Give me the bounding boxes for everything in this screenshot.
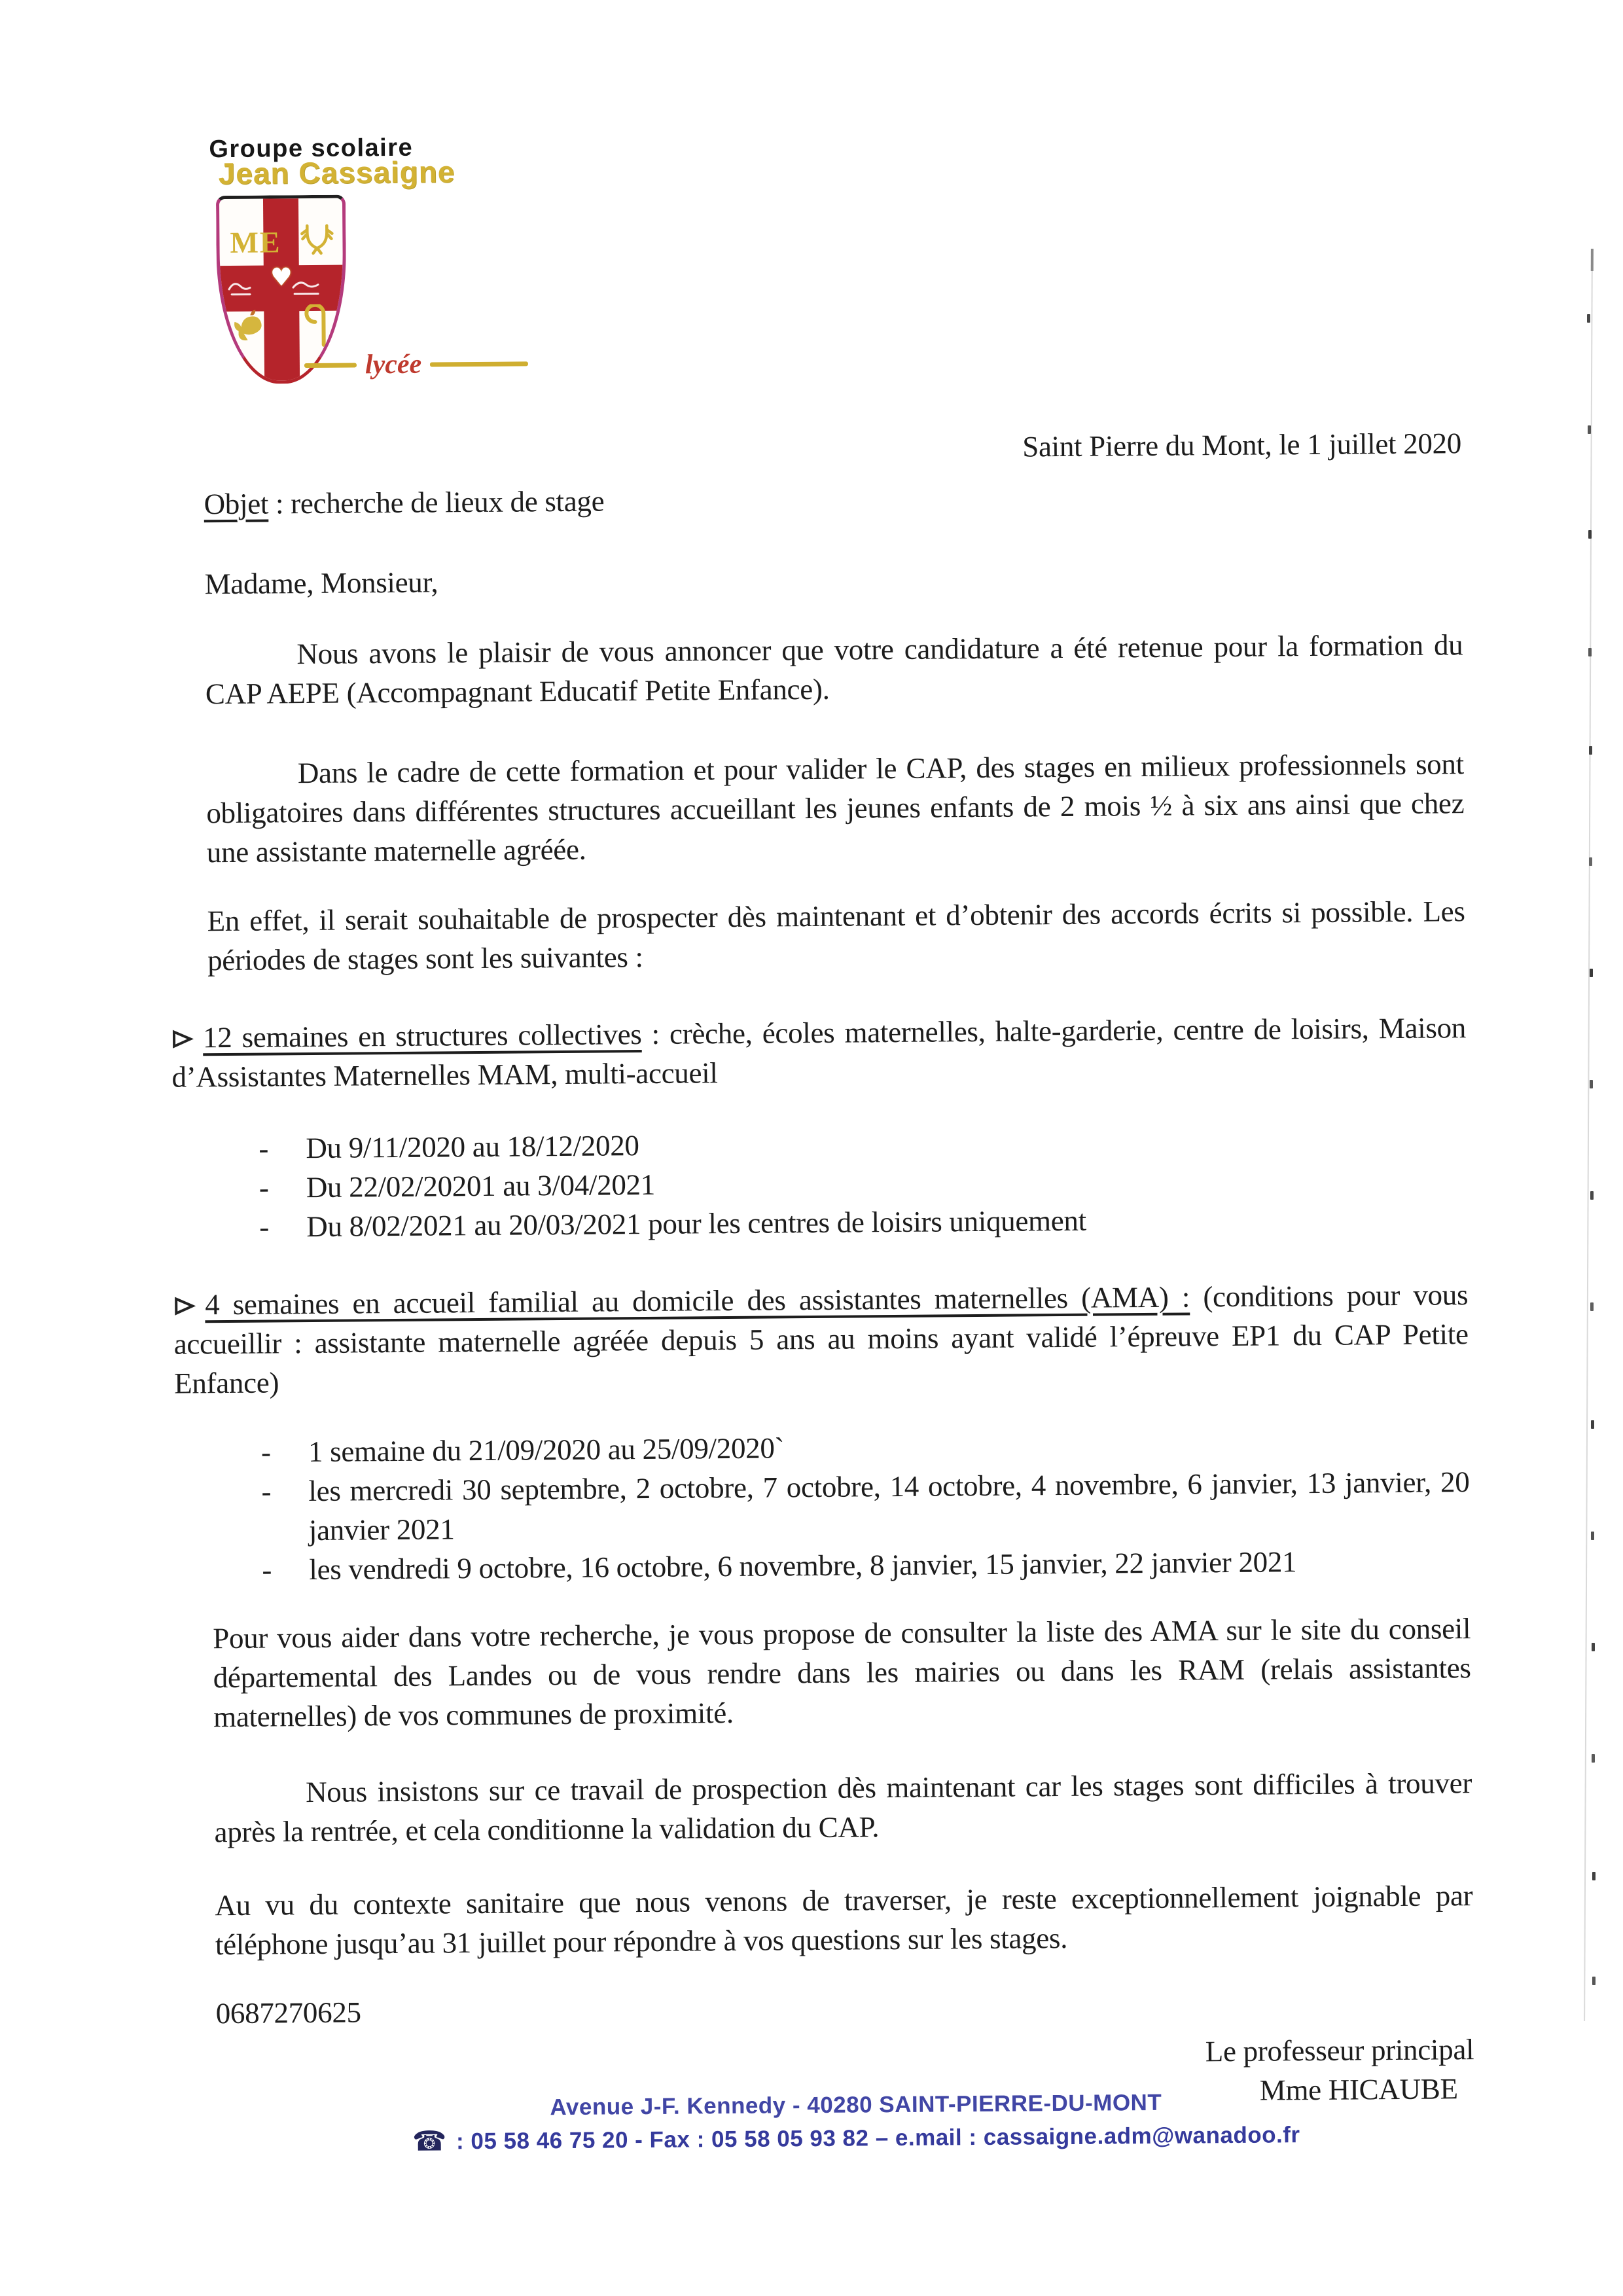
paragraph-candidature: Nous avons le plaisir de vous annoncer que votre candidature a été retenue pour la formation du CAP AEPE (Accompagnant Educatif Petite Enfance). bbox=[205, 628, 1463, 711]
subject-label: Objet bbox=[204, 487, 269, 521]
paragraph-insistons: Nous insistons sur ce travail de prospection dès maintenant car les stages sont difficiles à trouver après la rentrée, et cela conditionne la validation du CAP. bbox=[214, 1767, 1472, 1849]
crest-monogram: ME bbox=[230, 225, 281, 259]
signature-name: Mme HICAUBE bbox=[1259, 2072, 1458, 2107]
logo-school-name: Jean Cassaigne bbox=[218, 154, 455, 191]
section-accueil-familial bbox=[173, 1275, 1469, 1403]
rooster-icon bbox=[226, 304, 270, 347]
antlers-icon bbox=[296, 221, 337, 261]
phone-icon: ☎ bbox=[412, 2125, 447, 2157]
section1-heading-rest: : crèche, écoles maternelles, halte-garderie, centre de loisirs, Maison d’Assistantes Maternelles MAM, multi-accueil bbox=[171, 1011, 1467, 1094]
paragraph-contexte-sanitaire: Au vu du contexte sanitaire que nous venons de traverser, je reste exceptionnellement joignable par téléphone jusqu’au 31 juillet pour répondre à vos questions sur les stages. bbox=[215, 1879, 1473, 1962]
letter-body bbox=[171, 423, 1474, 2118]
arrow-bullet-icon bbox=[171, 1029, 194, 1049]
list-item bbox=[211, 1462, 1470, 1551]
dash-marker: - bbox=[260, 1435, 271, 1469]
tagline-line-right bbox=[430, 361, 528, 367]
dash-marker: - bbox=[259, 1210, 270, 1244]
footer-address: Avenue J-F. Kennedy - 40280 SAINT-PIERRE-DU-MONT bbox=[550, 2089, 1162, 2121]
stage-period: 1 semaine du 21/09/2020 au 25/09/2020` bbox=[308, 1431, 785, 1469]
stage-period: Du 22/02/20201 au 3/04/2021 bbox=[306, 1168, 656, 1204]
tagline-label: lycée bbox=[365, 349, 422, 380]
dash-marker: - bbox=[262, 1553, 272, 1587]
dash-marker: - bbox=[261, 1475, 272, 1508]
crozier-icon bbox=[297, 304, 334, 350]
signature-role: Le professeur principal bbox=[1205, 2033, 1474, 2068]
school-logo bbox=[209, 134, 455, 380]
section2-heading-rest: (conditions pour vous accueillir : assistante maternelle agréée depuis 5 ans au moins ayant validé l’épreuve EP1 du CAP Petite Enfance) bbox=[173, 1278, 1469, 1400]
subject-line bbox=[204, 475, 1461, 524]
arrow-bullet-icon bbox=[173, 1296, 196, 1316]
scan-artifact-ticks bbox=[1587, 314, 1590, 323]
section2-heading-underlined: 4 semaines en accueil familial au domicile des assistantes maternelles (AMA) : bbox=[205, 1280, 1190, 1321]
dash-marker: - bbox=[259, 1171, 269, 1204]
stage-list-collectives bbox=[209, 1119, 1467, 1247]
logo-group-label: Groupe scolaire bbox=[209, 134, 414, 164]
section1-heading-underlined: 12 semaines en structures collectives bbox=[202, 1018, 642, 1054]
stage-period: les mercredi 30 septembre, 2 octobre, 7 octobre, 14 octobre, 4 novembre, 6 janvier, 13 janvier, 20 janvier 2021 bbox=[308, 1465, 1470, 1547]
paragraph-prospection: En effet, il serait souhaitable de prospecter dès maintenant et d’obtenir des accords écrits si possible. Les périodes de stages sont les suivantes : bbox=[207, 895, 1465, 977]
section-structures-collectives bbox=[171, 1008, 1467, 1097]
salutation: Madame, Monsieur, bbox=[204, 565, 438, 601]
school-footer bbox=[9, 2083, 1623, 2161]
stage-list-ama bbox=[211, 1423, 1471, 1590]
dash-marker: - bbox=[259, 1132, 269, 1165]
tagline-line-left bbox=[304, 363, 357, 368]
stage-period: Du 8/02/2021 au 20/03/2021 pour les centres de loisirs uniquement bbox=[306, 1204, 1087, 1244]
contact-phone-number: 0687270625 bbox=[215, 1996, 361, 2030]
date-line: Saint Pierre du Mont, le 1 juillet 2020 bbox=[1022, 427, 1462, 463]
lycee-tagline bbox=[304, 348, 579, 381]
crest-heart-icon: ♥ bbox=[270, 262, 293, 292]
stage-period: les vendredi 9 octobre, 16 octobre, 6 novembre, 8 janvier, 15 janvier, 22 janvier 2021 bbox=[309, 1545, 1297, 1587]
paragraph-aide-recherche: Pour vous aider dans votre recherche, je vous propose de consulter la liste des AMA sur le site du conseil départemental des Landes ou de vous rendre dans les mairies ou dans les RAM (relais assistantes maternelles) de vos communes de proximité. bbox=[213, 1612, 1471, 1734]
subject-text: : recherche de lieux de stage bbox=[268, 484, 605, 520]
footer-contact-text: : 05 58 46 75 20 - Fax : 05 58 05 93 82 – e.mail : cassaigne.adm@wanadoo.fr bbox=[455, 2122, 1300, 2155]
stage-period: Du 9/11/2020 au 18/12/2020 bbox=[306, 1129, 639, 1165]
paragraph-stages-obligatoires: Dans le cadre de cette formation et pour valider le CAP, des stages en milieux professionnels sont obligatoires dans différentes structures accueillant les jeunes enfants de 2 mois ½ à six ans ainsi que chez une assistante maternelle agréée. bbox=[206, 747, 1465, 869]
